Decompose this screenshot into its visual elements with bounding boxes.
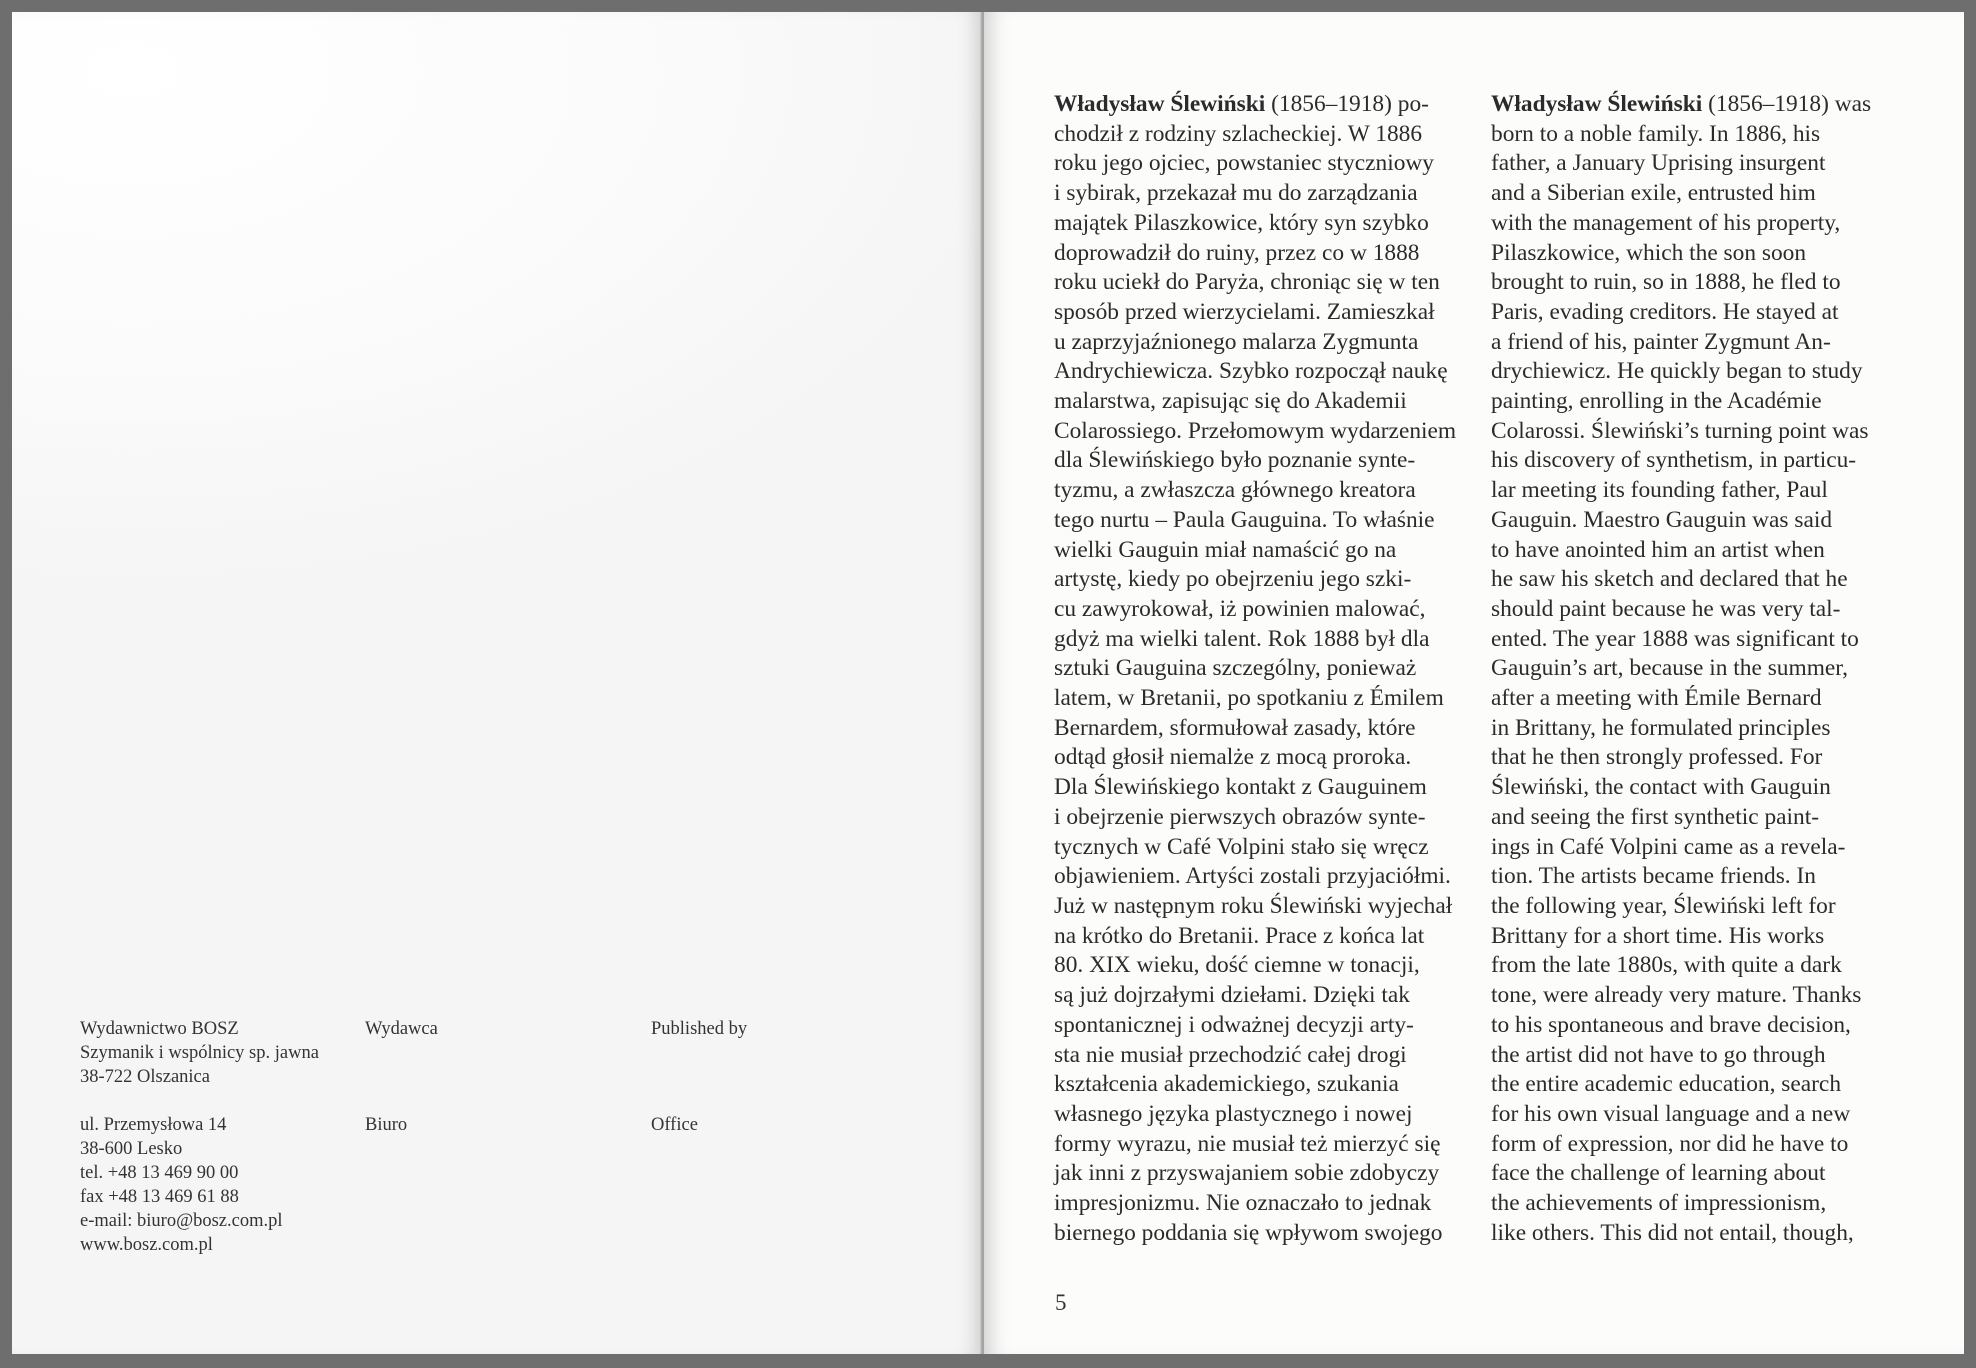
polish-text-line: artystę, kiedy po obejrzeniu jego szki-: [1054, 566, 1412, 593]
polish-text-line: Już w następnym roku Ślewiński wyjechał: [1054, 892, 1453, 919]
office-address-line: tel. +48 13 469 90 00: [80, 1163, 239, 1183]
polish-text-line: jak inni z przyswajaniem sobie zdobyczy: [1054, 1160, 1440, 1187]
office-address-line: fax +48 13 469 61 88: [80, 1187, 239, 1207]
polish-text-line: 80. XIX wieku, dość ciemne w tonacji,: [1054, 952, 1420, 979]
english-text-line: the artist did not have to go through: [1491, 1041, 1826, 1068]
polish-text-line: majątek Pilaszkowice, który syn szybko: [1054, 209, 1429, 236]
english-text-line: for his own visual language and a new: [1491, 1100, 1851, 1127]
english-text-line: Gauguin’s art, because in the summer,: [1491, 655, 1848, 682]
english-text-line: the entire academic education, search: [1491, 1071, 1842, 1098]
polish-text-line: gdyż ma wielki talent. Rok 1888 był dla: [1054, 625, 1430, 652]
office-address-line: ul. Przemysłowa 14: [80, 1115, 227, 1135]
english-text-line: Paris, evading creditors. He stayed at: [1491, 298, 1839, 325]
polish-first-line: [1054, 90, 1456, 120]
office-address-line: 38-600 Lesko: [80, 1139, 183, 1159]
english-text-column: [1491, 90, 1871, 1248]
polish-text-line: formy wyrazu, nie musiał też mierzyć się: [1054, 1130, 1441, 1157]
english-text-line: Gauguin. Maestro Gauguin was said: [1491, 506, 1833, 533]
english-text-line: his discovery of synthetism, in particu-: [1491, 447, 1857, 474]
polish-text-line: dla Ślewińskiego było poznanie synte-: [1054, 447, 1416, 474]
publisher-label-pl-text: Wydawca: [365, 1019, 438, 1039]
polish-text-line: tego nurtu – Paula Gauguina. To właśnie: [1054, 506, 1435, 533]
publisher-address-line: Wydawnictwo BOSZ: [80, 1019, 239, 1039]
polish-text-line: chodził z rodziny szlacheckiej. W 1886: [1054, 120, 1423, 147]
artist-name-en: Władysław Ślewiński: [1491, 91, 1703, 117]
english-text-line: father, a January Uprising insurgent: [1491, 150, 1826, 177]
english-text-line: Brittany for a short time. His works: [1491, 922, 1825, 949]
publisher-label-pl: [365, 1017, 438, 1041]
office-label-pl: [365, 1113, 407, 1137]
polish-text-line: na krótko do Bretanii. Prace z końca lat: [1054, 922, 1425, 949]
office-address: [80, 1113, 283, 1257]
english-text-line: Colarossi. Ślewiński’s turning point was: [1491, 417, 1869, 444]
english-text-line: that he then strongly professed. For: [1491, 744, 1823, 771]
polish-text-line: odtąd głosił niemalże z mocą proroka.: [1054, 744, 1412, 771]
publisher-address-line: 38-722 Olszanica: [80, 1067, 210, 1087]
english-first-line: [1491, 90, 1871, 120]
polish-text-line: Colarossiego. Przełomowym wydarzeniem: [1054, 417, 1457, 444]
polish-text-line: latem, w Bretanii, po spotkaniu z Émilem: [1054, 685, 1444, 712]
polish-text-line: u zaprzyjaźnionego malarza Zygmunta: [1054, 328, 1419, 355]
polish-text-line: doprowadził do ruiny, przez co w 1888: [1054, 239, 1420, 266]
polish-text-line: malarstwa, zapisując się do Akademii: [1054, 388, 1407, 415]
office-label-en-text: Office: [651, 1115, 698, 1135]
polish-text-line: i obejrzenie pierwszych obrazów synte-: [1054, 803, 1426, 830]
english-text-line: after a meeting with Émile Bernard: [1491, 685, 1822, 712]
english-text-line: brought to ruin, so in 1888, he fled to: [1491, 269, 1841, 296]
page-number: 5: [1055, 1290, 1067, 1315]
publisher-label-en-text: Published by: [651, 1019, 748, 1039]
english-text-line: to his spontaneous and brave decision,: [1491, 1011, 1851, 1038]
polish-text-line: objawieniem. Artyści zostali przyjaciółmi.: [1054, 863, 1451, 890]
polish-text-line: własnego języka plastycznego i nowej: [1054, 1100, 1413, 1127]
english-text-line: lar meeting its founding father, Paul: [1491, 477, 1828, 504]
english-text-line: born to a noble family. In 1886, his: [1491, 120, 1821, 147]
english-text-line: the achievements of impressionism,: [1491, 1190, 1827, 1217]
english-text-line: drychiewicz. He quickly began to study: [1491, 358, 1863, 385]
office-address-line: www.bosz.com.pl: [80, 1235, 213, 1255]
english-text-line: he saw his sketch and declared that he: [1491, 566, 1848, 593]
publisher-address: [80, 1017, 319, 1089]
polish-text-line: sztuki Gauguina szczególny, ponieważ: [1054, 655, 1417, 682]
polish-text-line: spontanicznej i odważnej decyzji arty-: [1054, 1011, 1414, 1038]
polish-text-column: [1054, 90, 1456, 1248]
polish-text-line: Dla Ślewińskiego kontakt z Gauguinem: [1054, 774, 1427, 801]
polish-text-line: sposób przed wierzycielami. Zamieszkał: [1054, 298, 1435, 325]
polish-text-line: tycznych w Café Volpini stało się wręcz: [1054, 833, 1429, 860]
polish-text-line: i sybirak, przekazał mu do zarządzania: [1054, 180, 1418, 207]
english-text-line: Ślewiński, the contact with Gauguin: [1491, 774, 1831, 801]
english-text-line: in Brittany, he formulated principles: [1491, 714, 1831, 741]
english-text-line: face the challenge of learning about: [1491, 1160, 1826, 1187]
english-text-line: and seeing the first synthetic paint-: [1491, 803, 1820, 830]
english-text-line: painting, enrolling in the Académie: [1491, 388, 1822, 415]
english-text-line: and a Siberian exile, entrusted him: [1491, 180, 1816, 207]
english-text-line: with the management of his property,: [1491, 209, 1841, 236]
polish-text-line: tyzmu, a zwłaszcza głównego kreatora: [1054, 477, 1416, 504]
polish-text-line: cu zawyrokował, iż powinien malować,: [1054, 595, 1426, 622]
polish-text-line: Andrychiewicza. Szybko rozpoczął naukę: [1054, 358, 1448, 385]
english-first-line-rest: (1856–1918) was: [1702, 91, 1872, 117]
english-text-line: to have anointed him an artist when: [1491, 536, 1825, 563]
polish-text-line: są już dojrzałymi dziełami. Dzięki tak: [1054, 982, 1410, 1009]
english-text-line: a friend of his, painter Zygmunt An-: [1491, 328, 1831, 355]
english-text-line: ented. The year 1888 was significant to: [1491, 625, 1859, 652]
polish-text-line: kształcenia akademickiego, szukania: [1054, 1071, 1399, 1098]
polish-text-line: roku uciekł do Paryża, chroniąc się w ten: [1054, 269, 1440, 296]
english-text-line: tone, were already very mature. Thanks: [1491, 982, 1862, 1009]
office-address-line: e-mail: biuro@bosz.com.pl: [80, 1211, 283, 1231]
artist-name-pl: Władysław Ślewiński: [1054, 91, 1266, 117]
right-page: [984, 12, 1964, 1354]
office-label-en: [651, 1113, 698, 1137]
polish-text-line: wielki Gauguin miał namaścić go na: [1054, 536, 1397, 563]
polish-text-line: sta nie musiał przechodzić całej drogi: [1054, 1041, 1407, 1068]
english-text-line: Pilaszkowice, which the son soon: [1491, 239, 1807, 266]
left-page: [12, 12, 982, 1354]
polish-first-line-rest: (1856–1918) po-: [1265, 91, 1429, 117]
english-text-line: should paint because he was very tal-: [1491, 595, 1841, 622]
office-label-pl-text: Biuro: [365, 1115, 408, 1135]
polish-text-line: impresjonizmu. Nie oznaczało to jednak: [1054, 1190, 1432, 1217]
english-text-line: the following year, Ślewiński left for: [1491, 892, 1836, 919]
english-text-line: from the late 1880s, with quite a dark: [1491, 952, 1842, 979]
english-text-line: ings in Café Volpini came as a revela-: [1491, 833, 1846, 860]
polish-text-line: biernego poddania się wpływom swojego: [1054, 1219, 1443, 1246]
polish-text-line: roku jego ojciec, powstaniec styczniowy: [1054, 150, 1434, 177]
polish-text-line: Bernardem, sformułował zasady, które: [1054, 714, 1416, 741]
english-text-line: like others. This did not entail, though,: [1491, 1219, 1854, 1246]
english-text-line: form of expression, nor did he have to: [1491, 1130, 1849, 1157]
publisher-address-line: Szymanik i wspólnicy sp. jawna: [80, 1043, 319, 1063]
publisher-label-en: [651, 1017, 747, 1041]
english-text-line: tion. The artists became friends. In: [1491, 863, 1816, 890]
